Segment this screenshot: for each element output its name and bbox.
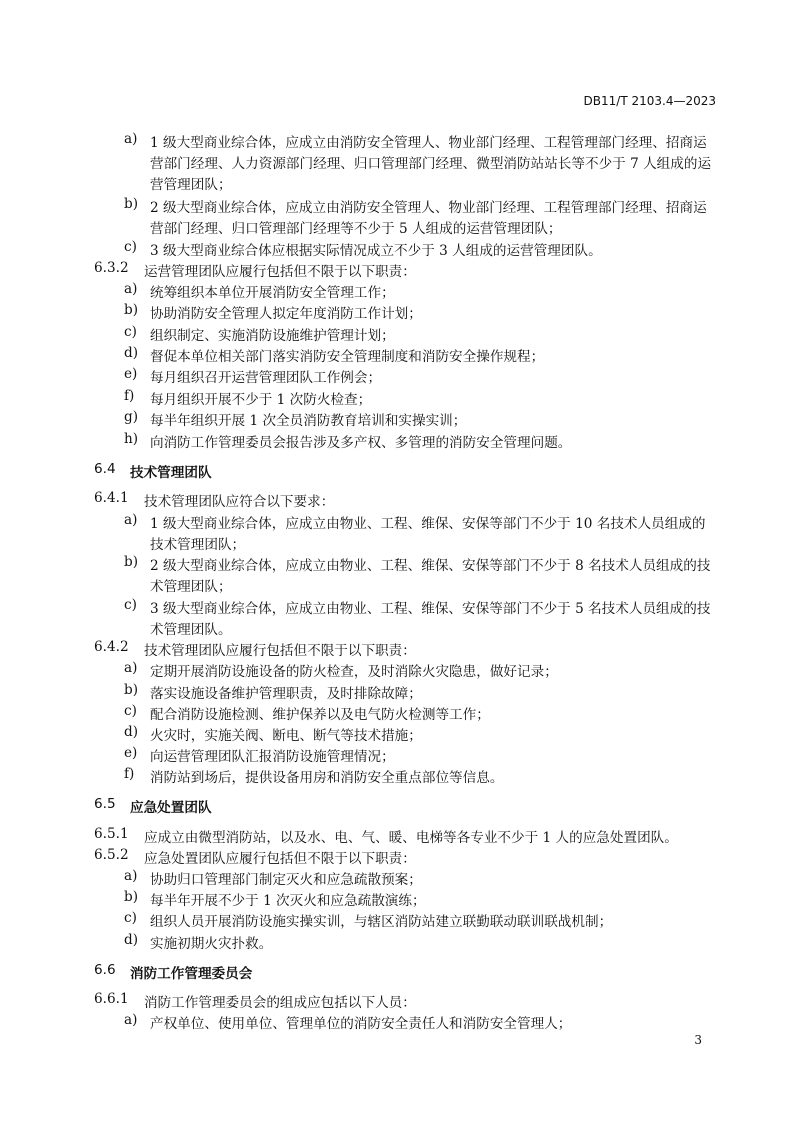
item-label: a) [124, 131, 138, 147]
line-text: 产权单位、使用单位、管理单位的消防安全责任人和消防安全管理人； [150, 1016, 572, 1032]
line-text: 术管理团队； [150, 579, 232, 595]
item-label: c) [124, 597, 137, 613]
item-label: h) [124, 431, 139, 447]
line-text: 每半年开展不少于 1 次灭火和应急疏散演练； [150, 893, 426, 909]
line-text: 3 级大型商业综合体应根据实际情况成立不少于 3 人组成的运营管理团队。 [150, 243, 602, 259]
item-label: b) [124, 196, 139, 212]
item-label: f) [124, 388, 135, 404]
page-number: 3 [694, 1033, 702, 1047]
line-text: 每月组织召开运营管理团队工作例会； [150, 370, 382, 386]
line-text: 技术管理团队； [150, 537, 246, 553]
line-text: 1 级大型商业综合体，应成立由物业、工程、维保、安保等部门不少于 10 名技术人员组成的 [150, 516, 706, 532]
section-number: 6.4 [94, 461, 116, 477]
item-label: g) [124, 409, 139, 425]
item-label: c) [124, 239, 137, 255]
line-text: 统筹组织本单位开展消防安全管理工作； [150, 285, 395, 301]
section-title: 消防工作管理委员会 [130, 966, 253, 982]
item-label: a) [124, 868, 138, 884]
item-label: a) [124, 281, 138, 297]
line-text: 每月组织开展不少于 1 次防火检查； [150, 392, 372, 408]
line-text: 营部门经理、人力资源部门经理、归口管理部门经理、微型消防站站长等不少于 7 人组成的运 [150, 156, 712, 172]
item-label: b) [124, 302, 139, 318]
item-label: c) [124, 910, 137, 926]
line-text: 技术管理团队应履行包括但不限于以下职责： [144, 643, 416, 659]
line-text: 实施初期火灾扑救。 [150, 936, 273, 952]
clause-number: 6.3.2 [94, 260, 129, 276]
clause-number: 6.5.1 [94, 826, 129, 842]
clause-number: 6.4.2 [94, 639, 129, 655]
item-label: b) [124, 889, 139, 905]
line-text: 2 级大型商业综合体，应成立由物业、工程、维保、安保等部门不少于 8 名技术人员组成的技 [150, 558, 711, 574]
item-label: b) [124, 682, 139, 698]
line-text: 应急处置团队应履行包括但不限于以下职责： [144, 851, 416, 867]
line-text: 3 级大型商业综合体，应成立由物业、工程、维保、安保等部门不少于 5 名技术人员组成的技 [150, 601, 711, 617]
line-text: 营部门经理、归口管理部门经理等不少于 5 人组成的运营管理团队； [150, 221, 562, 237]
line-text: 2 级大型商业综合体，应成立由消防安全管理人、物业部门经理、工程管理部门经理、招商运 [150, 200, 707, 216]
clause-number: 6.6.1 [94, 991, 129, 1007]
clause-number: 6.5.2 [94, 847, 129, 863]
item-label: c) [124, 703, 137, 719]
item-label: d) [124, 724, 139, 740]
item-label: b) [124, 554, 139, 570]
line-text: 应成立由微型消防站，以及水、电、气、暖、电梯等各专业不少于 1 人的应急处置团队。 [144, 830, 678, 846]
document-header-code: DB11/T 2103.4—2023 [583, 94, 716, 108]
section-title: 技术管理团队 [130, 465, 212, 481]
line-text: 1 级大型商业综合体，应成立由消防安全管理人、物业部门经理、工程管理部门经理、招商运 [150, 135, 707, 151]
item-label: d) [124, 345, 139, 361]
item-label: f) [124, 766, 135, 782]
line-text: 消防工作管理委员会的组成应包括以下人员： [144, 995, 416, 1011]
line-text: 火灾时，实施关阀、断电、断气等技术措施； [150, 728, 422, 744]
section-number: 6.5 [94, 796, 116, 812]
line-text: 营管理团队； [150, 177, 232, 193]
item-label: a) [124, 1012, 138, 1028]
item-label: c) [124, 324, 137, 340]
line-text: 向运营管理团队汇报消防设施管理情况； [150, 749, 395, 765]
item-label: a) [124, 512, 138, 528]
line-text: 向消防工作管理委员会报告涉及多产权、多管理的消防安全管理问题。 [150, 435, 572, 451]
line-text: 术管理团队。 [150, 622, 232, 638]
item-label: d) [124, 932, 139, 948]
line-text: 组织制定、实施消防设施维护管理计划； [150, 328, 395, 344]
line-text: 每半年组织开展 1 次全员消防教育培训和实操实训； [150, 413, 467, 429]
item-label: e) [124, 366, 138, 382]
line-text: 协助归口管理部门制定灭火和应急疏散预案； [150, 872, 422, 888]
line-text: 定期开展消防设施设备的防火检查，及时消除火灾隐患，做好记录； [150, 664, 558, 680]
line-text: 落实设施设备维护管理职责，及时排除故障； [150, 686, 422, 702]
section-number: 6.6 [94, 962, 116, 978]
section-title: 应急处置团队 [130, 800, 212, 816]
line-text: 运营管理团队应履行包括但不限于以下职责： [144, 264, 416, 280]
item-label: a) [124, 660, 138, 676]
line-text: 配合消防设施检测、维护保养以及电气防火检测等工作； [150, 707, 490, 723]
clause-number: 6.4.1 [94, 490, 129, 506]
line-text: 协助消防安全管理人拟定年度消防工作计划； [150, 306, 422, 322]
line-text: 消防站到场后，提供设备用房和消防安全重点部位等信息。 [150, 770, 504, 786]
line-text: 技术管理团队应符合以下要求： [144, 494, 335, 510]
line-text: 督促本单位相关部门落实消防安全管理制度和消防安全操作规程； [150, 349, 545, 365]
line-text: 组织人员开展消防设施实操实训，与辖区消防站建立联勤联动联训联战机制； [150, 914, 613, 930]
item-label: e) [124, 745, 138, 761]
